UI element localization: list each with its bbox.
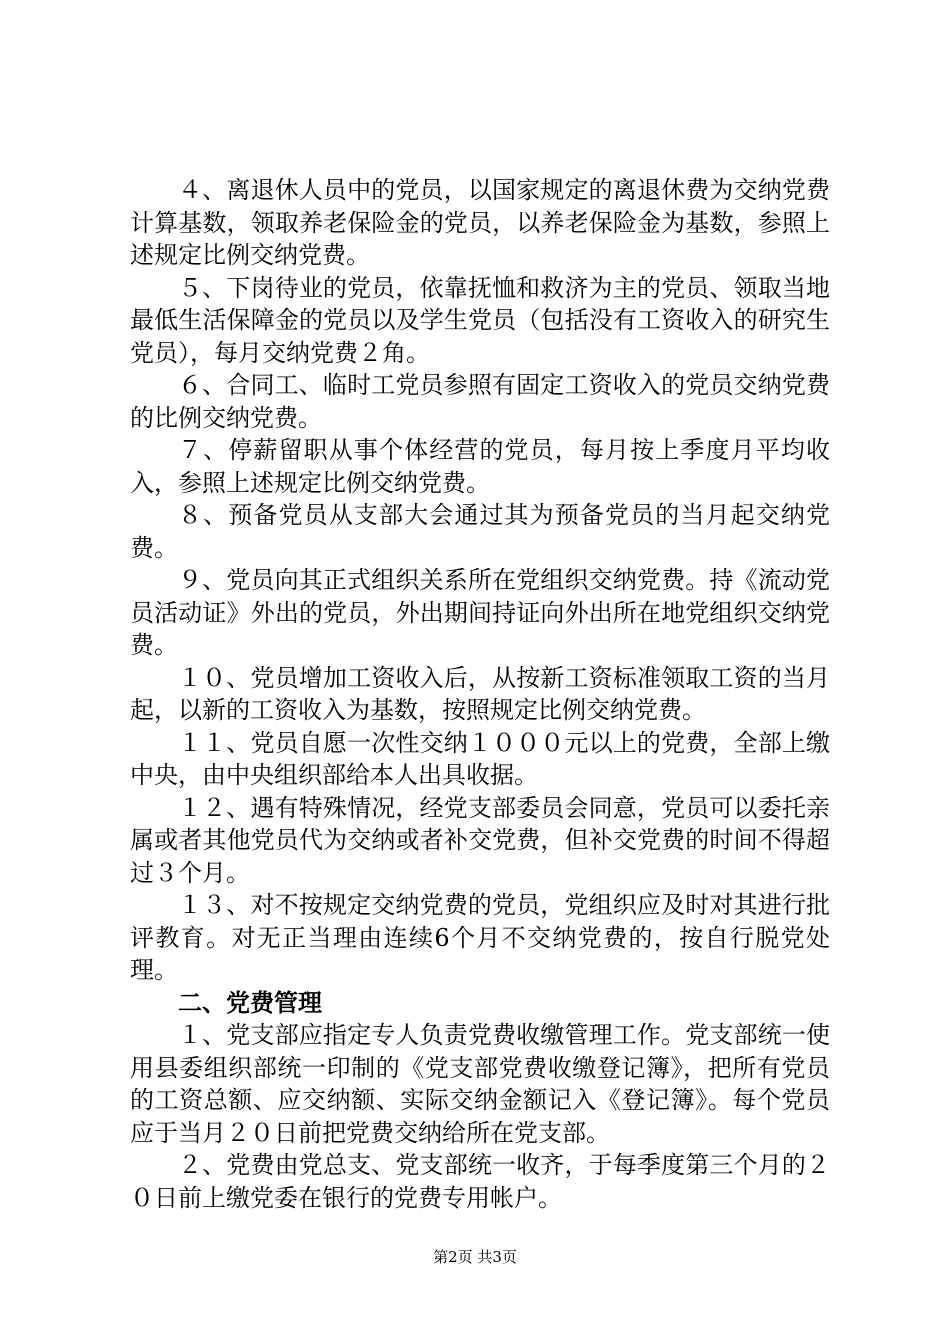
section-paragraph-1: １、党支部应指定专人负责党费收缴管理工作。党支部统一使用县委组织部统一印制的《党支部党费收缴登记簿》，把所有党员的工资总额、应交纳额、实际交纳金额记入《登记簿》。每个党员应于当月２０日前把党费交纳给所在党支部。 [130, 1021, 830, 1147]
paragraph-item-7: ７、停薪留职从事个体经营的党员，每月按上季度月平均收入，参照上述规定比例交纳党费。 [130, 436, 830, 497]
paragraph-item-8: ８、预备党员从支部大会通过其为预备党员的当月起交纳党费。 [130, 501, 830, 562]
page-footer: 第2页 共3页 [433, 1248, 517, 1266]
document-body [130, 174, 830, 1214]
paragraph-item-9: ９、党员向其正式组织关系所在党组织交纳党费。持《流动党员活动证》外出的党员，外出期间持证向外出所在地党组织交纳党费。 [130, 566, 830, 659]
paragraph-item-10: １０、党员增加工资收入后，从按新工资标准领取工资的当月起，以新的工资收入为基数，按照规定比例交纳党费。 [130, 663, 830, 724]
paragraph-item-5: ５、下岗待业的党员，依靠抚恤和救济为主的党员、领取当地最低生活保障金的党员以及学生党员（包括没有工资收入的研究生党员），每月交纳党费２角。 [130, 273, 830, 367]
paragraph-item-4: ４、离退休人员中的党员，以国家规定的离退休费为交纳党费计算基数，领取养老保险金的党员，以养老保险金为基数，参照上述规定比例交纳党费。 [130, 176, 830, 269]
paragraph-item-6: ６、合同工、临时工党员参照有固定工资收入的党员交纳党费的比例交纳党费。 [130, 371, 830, 432]
paragraph-item-11: １１、党员自愿一次性交纳１０００元以上的党费，全部上缴中央，由中央组织部给本人出具收据。 [130, 728, 830, 789]
section-heading: 二、党费管理 [178, 988, 322, 1017]
paragraph-item-13: １３、对不按规定交纳党费的党员，党组织应及时对其进行批评教育。对无正当理由连续6个月不交纳党费的，按自行脱党处理。 [130, 891, 830, 984]
section-paragraph-2: ２、党费由党总支、党支部统一收齐，于每季度第三个月的２０日前上缴党委在银行的党费专用帐户。 [130, 1151, 830, 1212]
paragraph-item-12: １２、遇有特殊情况，经党支部委员会同意，党员可以委托亲属或者其他党员代为交纳或者补交党费，但补交党费的时间不得超过３个月。 [130, 793, 830, 887]
